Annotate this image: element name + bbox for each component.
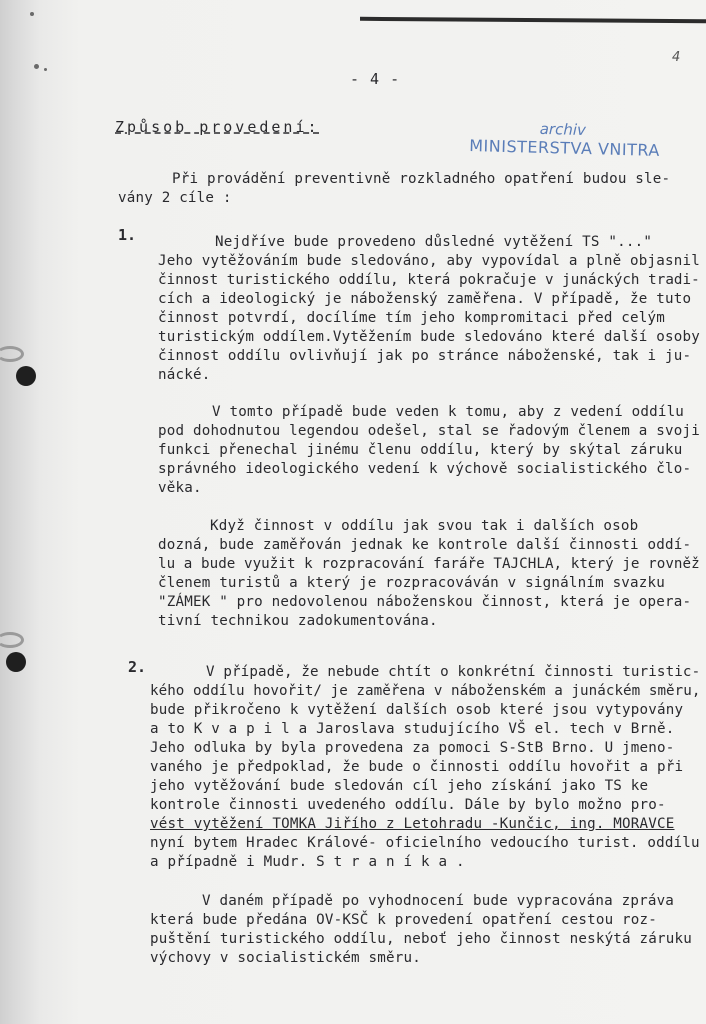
punch-hole	[6, 652, 26, 672]
text-line: funkci přenechal jinému členu oddílu, který by skýtal záruku	[158, 442, 683, 458]
section-number: 1.	[118, 226, 137, 244]
text-line: a to K v a p i l a Jaroslava studujícího VŠ el. tech v Brně.	[150, 721, 675, 737]
ink-speck	[44, 68, 47, 71]
text-line: nácké.	[158, 367, 211, 383]
text-line: V případě, že nebude chtít o konkrétní činnosti turistic-	[206, 664, 701, 680]
text-line: jeho vytěžování bude sledován cíl jeho získání jako TS ke	[150, 778, 649, 794]
text-line: členem turistů a který je rozpracováván v signálním svazku	[158, 575, 666, 591]
text-line: pod dohodnutou legendou odešel, stal se řadovým členem a svoji	[158, 423, 700, 439]
intro-line: Při provádění preventivně rozkladného opatření budou sle-	[172, 171, 671, 187]
text-line: věka.	[158, 480, 202, 496]
text-line: výchovy v socialistickém směru.	[150, 950, 421, 966]
page-top-edge	[360, 17, 706, 23]
text-line: kého oddílu hovořit/ je zaměřena v náboženském a junáckém směru,	[150, 683, 701, 699]
text-line: tivní technikou zadokumentována.	[158, 613, 438, 629]
text-line: která bude předána OV-KSČ k provedení opatření cestou roz-	[150, 912, 658, 928]
punch-hole	[16, 366, 36, 386]
text-line: "ZÁMEK " pro nedovolenou náboženskou činnost, která je opera-	[158, 594, 692, 610]
text-line: puštění turistického oddílu, neboť jeho činnost neskýtá záruku	[150, 931, 692, 947]
text-line: nyní bytem Hradec Králové- oficielního vedoucího turist. oddílu	[150, 835, 700, 851]
ink-speck	[34, 64, 39, 69]
section-heading: Způsob provedení:	[115, 118, 320, 136]
text-line: činnost turistického oddílu, která pokračuje v junáckých tradi-	[158, 272, 700, 288]
text-line: činnost oddílu ovlivňují jak po stránce náboženské, tak i ju-	[158, 348, 692, 364]
page-number: - 4 -	[350, 70, 401, 88]
text-line: Jeho vytěžováním bude sledováno, aby vypovídal a plně objasnil	[158, 253, 700, 269]
binder-ring	[0, 632, 24, 648]
text-line: dozná, bude zaměřován jednak ke kontrole další činnosti oddí-	[158, 537, 692, 553]
text-line: a případně i Mudr. S t r a n í k a .	[150, 854, 465, 870]
corner-page-number: 4	[672, 50, 681, 65]
text-line: vaného je předpoklad, že bude o činnosti oddílu hovořit a při	[150, 759, 684, 775]
intro-line: vány 2 cíle :	[118, 190, 232, 206]
binder-ring	[0, 346, 24, 362]
text-line: činnost potvrdí, docílíme tím jeho kompromitaci před celým	[158, 310, 666, 326]
text-line: cích a ideologický je náboženský zaměřena. V případě, že tuto	[158, 291, 692, 307]
text-line: Když činnost v oddílu jak svou tak i dalších osob	[210, 518, 639, 534]
stamp-line-archiv: archiv	[539, 119, 587, 140]
text-line: Jeho odluka by byla provedena za pomoci S-StB Brno. U jmeno-	[150, 740, 675, 756]
text-line: lu a bude využit k rozpracování faráře TAJCHLA, který je rovněž	[158, 556, 700, 572]
stamp-line-ministry: MINISTERSTVA VNITRA	[469, 135, 661, 160]
ink-speck	[30, 12, 34, 16]
section-number: 2.	[128, 658, 147, 676]
text-line: bude přikročeno k vytěžení dalších osob které jsou vytypovány	[150, 702, 684, 718]
text-line: Nejdříve bude provedeno důsledné vytěžení TS "..."	[215, 234, 653, 250]
text-line: správného ideologického vedení k výchově socialistického člo-	[158, 461, 692, 477]
text-line: V tomto případě bude veden k tomu, aby z vedení oddílu	[212, 404, 685, 420]
text-line: V daném případě po vyhodnocení bude vypracována zpráva	[202, 893, 675, 909]
text-line: turistickým oddílem.Vytěžením bude sledováno které další osoby	[158, 329, 700, 345]
text-line-underlined: vést vytěžení TOMKA Jiřího z Letohradu -Kunčic, ing. MORAVCE	[150, 816, 675, 832]
text-line: kontrole činnosti uvedeného oddílu. Dále by bylo možno pro-	[150, 797, 666, 813]
